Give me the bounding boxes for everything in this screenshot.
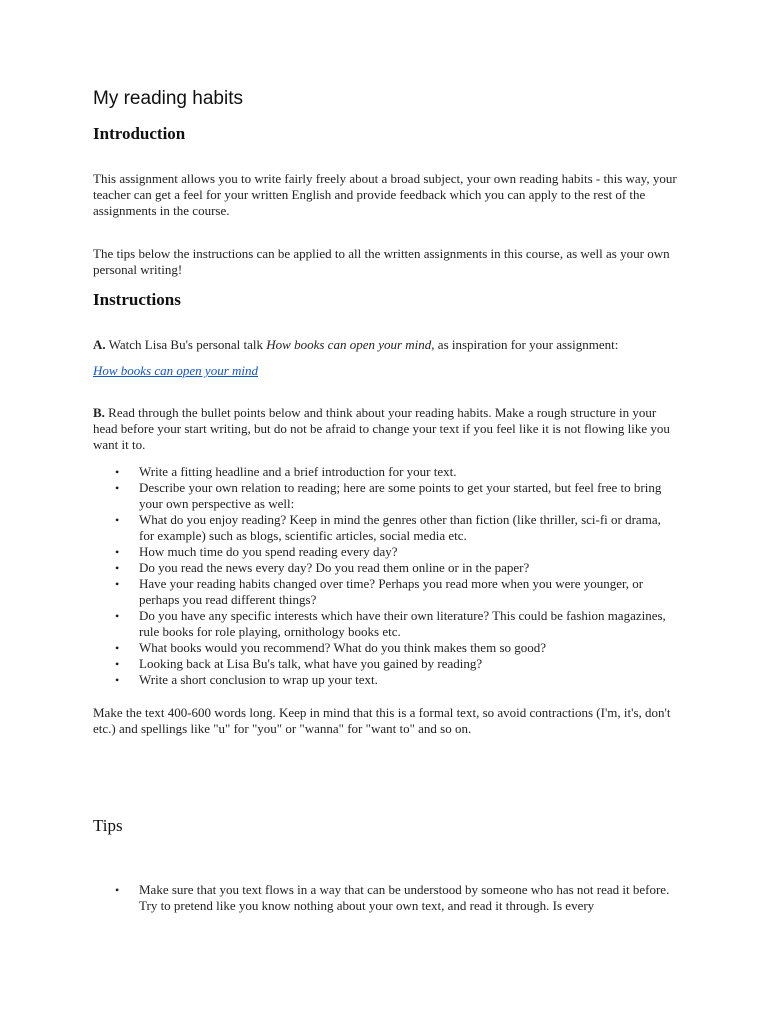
- instruction-a: [93, 337, 683, 353]
- list-item: • Describe your own relation to reading; here are some points to get your started, but feel free to bring your own perspective as well:: [115, 480, 675, 512]
- instructions-bullet-list: [115, 464, 675, 688]
- tips-bullet-list: [115, 882, 675, 914]
- list-item: • Write a short conclusion to wrap up your text.: [115, 672, 675, 688]
- instruction-b-label: B.: [93, 405, 105, 420]
- length-note: Make the text 400-600 words long. Keep in mind that this is a formal text, so avoid contractions (I'm, it's, don't etc.) and spellings like "u" for "you" or "wanna" for "want to" and so on.: [93, 705, 671, 736]
- list-item: • Write a fitting headline and a brief introduction for your text.: [115, 464, 675, 480]
- list-item: • How much time do you spend reading every day?: [115, 544, 675, 560]
- instruction-a-text: Watch Lisa Bu's personal talk: [105, 337, 267, 352]
- introduction-heading: Introduction: [93, 124, 186, 143]
- instruction-a-label: A.: [93, 337, 106, 352]
- list-item: • Have your reading habits changed over time? Perhaps you read more when you were younger, or perhaps you read different things?: [115, 576, 675, 608]
- instruction-b: [93, 405, 683, 453]
- introduction-paragraph-2: The tips below the instructions can be applied to all the written assignments in this course, as well as your own personal writing!: [93, 246, 670, 277]
- list-item: • Looking back at Lisa Bu's talk, what have you gained by reading?: [115, 656, 675, 672]
- list-item: • What do you enjoy reading? Keep in mind the genres other than fiction (like thriller, sci-fi or drama, for example) such as blogs, scientific articles, social media etc.: [115, 512, 675, 544]
- list-item: • What books would you recommend? What do you think makes them so good?: [115, 640, 675, 656]
- list-item: • Make sure that you text flows in a way that can be understood by someone who has not read it before. Try to pretend like you know nothing about your own text, and read it through. Is every: [115, 882, 675, 914]
- instructions-heading: Instructions: [93, 290, 181, 309]
- introduction-paragraph-1: This assignment allows you to write fairly freely about a broad subject, your own reading habits - this way, your teacher can get a feel for your written English and provide feedback which you can apply to the rest of the assignments in the course.: [93, 171, 677, 218]
- talk-link[interactable]: How books can open your mind: [93, 363, 259, 378]
- tips-heading: Tips: [93, 816, 123, 835]
- list-item: • Do you have any specific interests which have their own literature? This could be fashion magazines, rule books for role playing, ornithology books etc.: [115, 608, 675, 640]
- talk-link-line: [93, 363, 683, 379]
- page-title: My reading habits: [93, 88, 243, 109]
- instruction-b-text: Read through the bullet points below and think about your reading habits. Make a rough structure in your head before your start writing, but do not be afraid to change your text if you feel like it is not flowing like you want it to.: [93, 405, 670, 452]
- list-item: • Do you read the news every day? Do you read them online or in the paper?: [115, 560, 675, 576]
- instruction-a-text-end: as inspiration for your assignment:: [434, 337, 619, 352]
- talk-title: How books can open your mind,: [266, 337, 435, 352]
